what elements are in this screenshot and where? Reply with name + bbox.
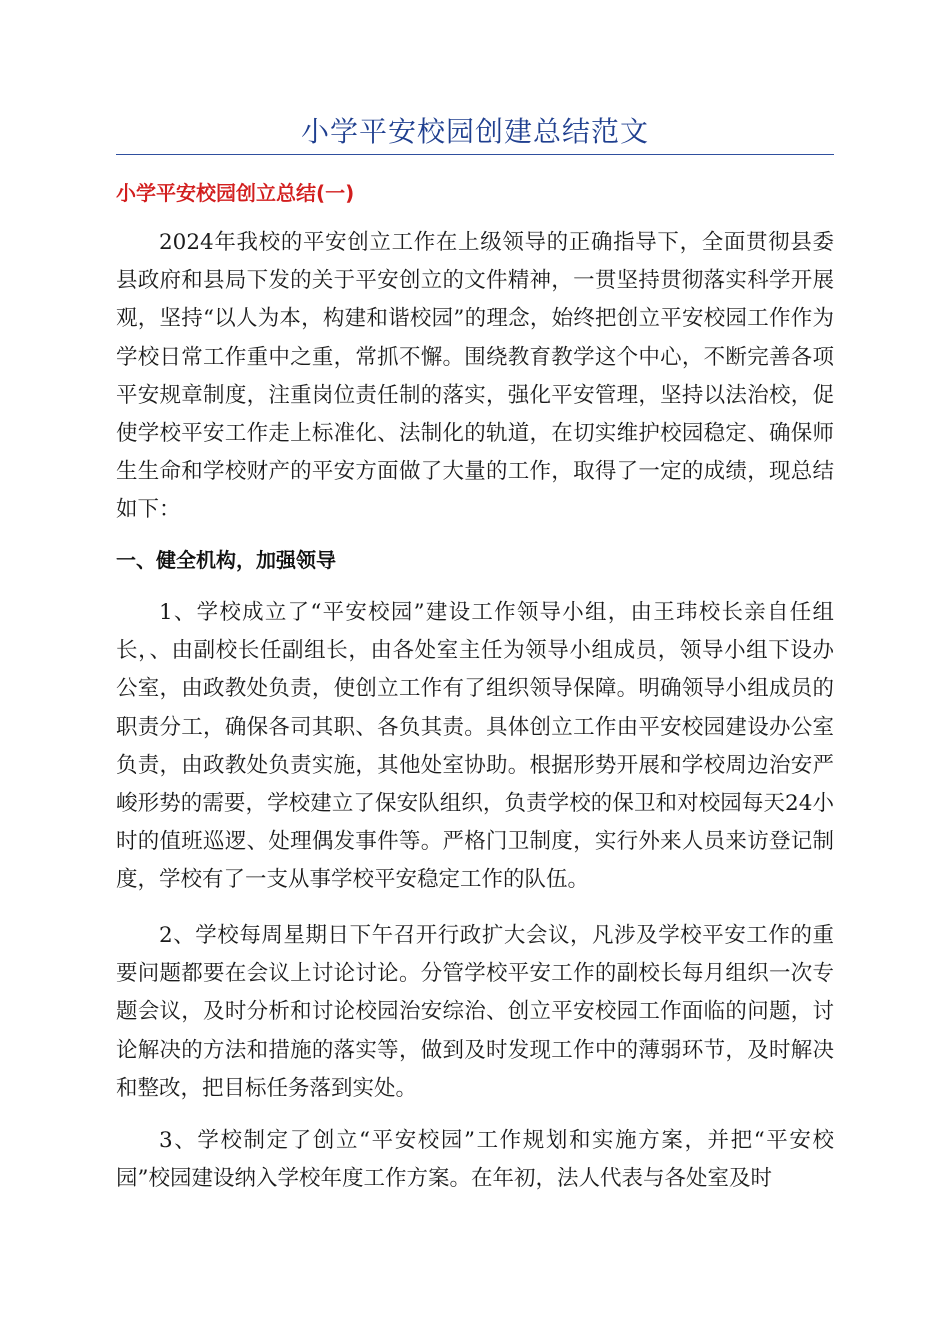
document-title: 小学平安校园创建总结范文	[300, 115, 649, 148]
intro-paragraph: 2024年我校的平安创立工作在上级领导的正确指导下，全面贯彻县委县政府和县局下发的关于平安创立的文件精神，一贯坚持贯彻落实科学开展观，坚持“以人为本，构建和谐校园”的理念，始终把创立平安校园工作作为学校日常工作重中之重，常抓不懈。围绕教育教学这个中心，不断完善各项平安规章制度，注重岗位责任制的落实，强化平安管理，坚持以法治校，促使学校平安工作走上标准化、法制化的轨道，在切实维护校园稳定、确保师生生命和学校财产的平安方面做了大量的工作，取得了一定的成绩，现总结如下：	[116, 230, 834, 523]
paragraph-1: 1、学校成立了“平安校园”建设工作领导小组，由王玮校长亲自任组长，、由副校长任副组长，由各处室主任为领导小组成员，领导小组下设办公室，由政教处负责，使创立工作有了组织领导保障。明确领导小组成员的职责分工，确保各司其职、各负其责。具体创立工作由平安校园建设办公室负责，由政教处负责实施，其他处室协助。根据形势开展和学校周边治安严峻形势的需要，学校建立了保安队组织，负责学校的保卫和对校园每天24小时的值班巡逻、处理偶发事件等。严格门卫制度，实行外来人员来访登记制度，学校有了一支从事学校平安稳定工作的队伍。	[116, 600, 834, 893]
paragraph-3: 3、学校制定了创立“平安校园”工作规划和实施方案，并把“平安校园”校园建设纳入学校年度工作方案。在年初，法人代表与各处室及时	[116, 1128, 834, 1192]
title-divider	[116, 154, 834, 155]
paragraph-2: 2、学校每周星期日下午召开行政扩大会议，凡涉及学校平安工作的重要问题都要在会议上讨论讨论。分管学校平安工作的副校长每月组织一次专题会议，及时分析和讨论校园治安综治、创立平安校园工作面临的问题，讨论解决的方法和措施的落实等，做到及时发现工作中的薄弱环节，及时解决和整改，把目标任务落到实处。	[116, 923, 834, 1101]
sub-heading-1: 一、健全机构，加强领导	[116, 548, 336, 572]
section-heading: 小学平安校园创立总结(一)	[116, 181, 355, 205]
